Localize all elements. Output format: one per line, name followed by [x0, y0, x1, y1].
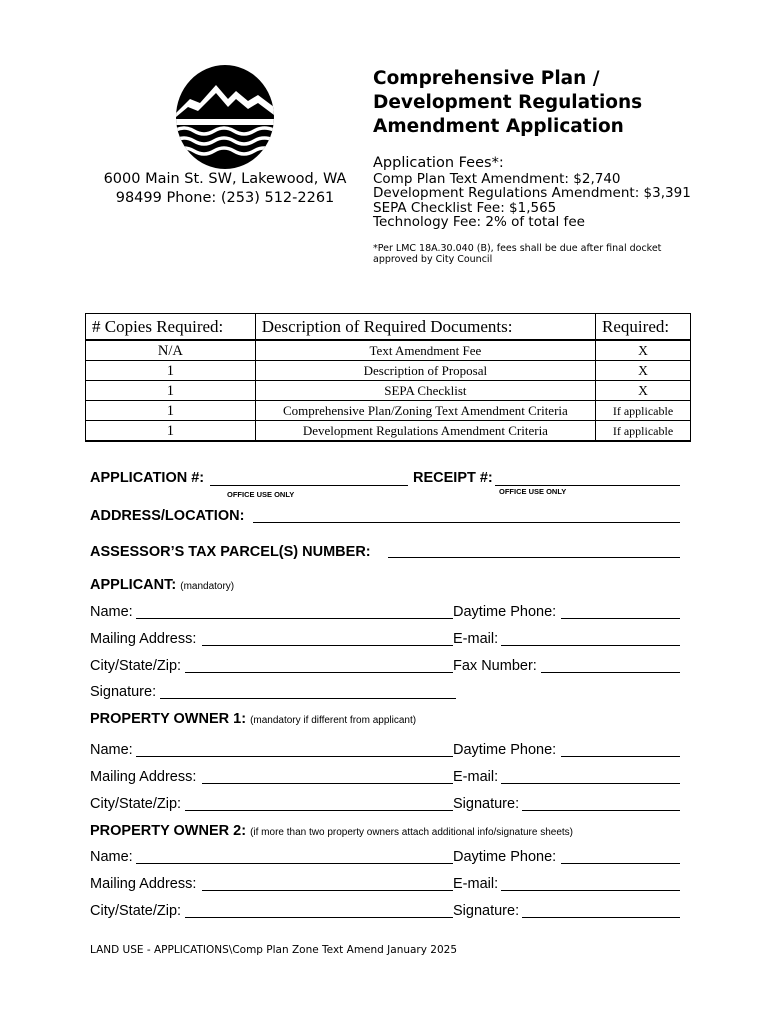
owner1-name-field[interactable]	[136, 756, 453, 757]
owner2-name-field[interactable]	[136, 863, 453, 864]
table-header-row	[86, 314, 691, 341]
title-line1: Comprehensive Plan /	[373, 68, 600, 89]
owner2-signature-label: Signature:	[453, 903, 520, 919]
applicant-signature-field[interactable]	[160, 698, 456, 699]
owner1-mailing-field[interactable]	[202, 783, 453, 784]
fees-section	[373, 156, 691, 230]
header-required: Required:	[596, 314, 691, 341]
owner2-mailing-label: Mailing Address:	[90, 876, 197, 892]
applicant-city-label: City/State/Zip:	[90, 658, 182, 674]
office-use-note: OFFICE USE ONLY	[499, 487, 567, 496]
applicant-mailing-field[interactable]	[202, 645, 453, 646]
page-footer: LAND USE - APPLICATIONS\Comp Plan Zone Text Amend January 2025	[90, 944, 458, 956]
applicant-heading-text: APPLICANT:	[90, 577, 177, 593]
required-cell: If applicable	[596, 401, 691, 421]
application-number-field[interactable]	[210, 485, 408, 486]
applicant-signature-label: Signature:	[90, 684, 157, 700]
owner2-phone-field[interactable]	[561, 863, 680, 864]
applicant-name-label: Name:	[90, 604, 133, 620]
owner2-email-field[interactable]	[501, 890, 680, 891]
address-line2: 98499 Phone: (253) 512-2261	[115, 190, 335, 206]
note-line2: approved by City Council	[373, 254, 493, 265]
owner2-signature-field[interactable]	[522, 917, 680, 918]
owner2-note: (if more than two property owners attach additional info/signature sheets)	[250, 827, 574, 838]
table-row	[86, 381, 691, 401]
table-row	[86, 340, 691, 361]
owner1-heading	[90, 711, 416, 727]
description-cell: Description of Proposal	[255, 361, 595, 381]
applicant-phone-label: Daytime Phone:	[453, 604, 557, 620]
applicant-note: (mandatory)	[180, 581, 235, 592]
owner1-phone-field[interactable]	[561, 756, 680, 757]
copies-cell: 1	[86, 421, 256, 442]
table-row	[86, 421, 691, 442]
title-line2: Development Regulations	[373, 92, 643, 113]
owner1-name-label: Name:	[90, 742, 133, 758]
applicant-city-field[interactable]	[185, 672, 453, 673]
tax-parcel-label: ASSESSOR’S TAX PARCEL(S) NUMBER:	[90, 544, 371, 560]
fee-item: Comp Plan Text Amendment: $2,740	[373, 170, 621, 187]
address-location-field[interactable]	[253, 522, 680, 523]
required-cell: If applicable	[596, 421, 691, 442]
address-location-label: ADDRESS/LOCATION:	[90, 508, 245, 524]
owner2-city-field[interactable]	[185, 917, 453, 918]
owner1-city-field[interactable]	[185, 810, 453, 811]
owner2-phone-label: Daytime Phone:	[453, 849, 557, 865]
owner2-name-label: Name:	[90, 849, 133, 865]
required-cell: X	[596, 381, 691, 401]
owner2-mailing-field[interactable]	[202, 890, 453, 891]
receipt-number-field[interactable]	[495, 485, 680, 486]
city-address	[90, 170, 360, 208]
title-line3: Amendment Application	[373, 116, 624, 137]
address-line1: 6000 Main St. SW, Lakewood, WA	[103, 171, 347, 187]
copies-cell: N/A	[86, 340, 256, 361]
copies-cell: 1	[86, 381, 256, 401]
description-cell: Comprehensive Plan/Zoning Text Amendment Criteria	[255, 401, 595, 421]
fees-note	[373, 243, 693, 265]
owner1-city-label: City/State/Zip:	[90, 796, 182, 812]
applicant-fax-field[interactable]	[541, 672, 680, 673]
description-cell: Text Amendment Fee	[255, 340, 595, 361]
fee-item: SEPA Checklist Fee: $1,565	[373, 199, 557, 216]
owner1-phone-label: Daytime Phone:	[453, 742, 557, 758]
owner1-mailing-label: Mailing Address:	[90, 769, 197, 785]
applicant-phone-field[interactable]	[561, 618, 680, 619]
tax-parcel-field[interactable]	[388, 557, 680, 558]
owner1-email-label: E-mail:	[453, 769, 499, 785]
page-title	[373, 67, 642, 139]
fee-item: Technology Fee: 2% of total fee	[373, 214, 585, 230]
office-use-note: OFFICE USE ONLY	[227, 490, 295, 499]
owner1-signature-label: Signature:	[453, 796, 520, 812]
table-row	[86, 361, 691, 381]
applicant-email-field[interactable]	[501, 645, 680, 646]
city-logo	[176, 65, 274, 169]
copies-cell: 1	[86, 361, 256, 381]
owner2-heading	[90, 823, 573, 839]
required-cell: X	[596, 340, 691, 361]
owner1-note: (mandatory if different from applicant)	[250, 715, 417, 726]
owner2-heading-text: PROPERTY OWNER 2:	[90, 823, 247, 839]
header-description: Description of Required Documents:	[255, 314, 595, 341]
note-line1: *Per LMC 18A.30.040 (B), fees shall be due after final docket	[373, 243, 662, 254]
applicant-fax-label: Fax Number:	[453, 658, 537, 674]
owner1-heading-text: PROPERTY OWNER 1:	[90, 711, 247, 727]
applicant-mailing-label: Mailing Address:	[90, 631, 197, 647]
fee-item: Development Regulations Amendment: $3,391	[373, 185, 691, 201]
fees-heading: Application Fees*:	[373, 155, 504, 171]
owner2-city-label: City/State/Zip:	[90, 903, 182, 919]
owner1-email-field[interactable]	[501, 783, 680, 784]
applicant-name-field[interactable]	[136, 618, 453, 619]
applicant-email-label: E-mail:	[453, 631, 499, 647]
description-cell: Development Regulations Amendment Criteria	[255, 421, 595, 442]
owner1-signature-field[interactable]	[522, 810, 680, 811]
applicant-heading	[90, 577, 234, 593]
copies-cell: 1	[86, 401, 256, 421]
required-documents-table	[85, 313, 691, 442]
application-number-label: APPLICATION #:	[90, 470, 205, 486]
header-copies: # Copies Required:	[86, 314, 256, 341]
receipt-number-label: RECEIPT #:	[413, 470, 493, 486]
table-row	[86, 401, 691, 421]
owner2-email-label: E-mail:	[453, 876, 499, 892]
description-cell: SEPA Checklist	[255, 381, 595, 401]
required-cell: X	[596, 361, 691, 381]
